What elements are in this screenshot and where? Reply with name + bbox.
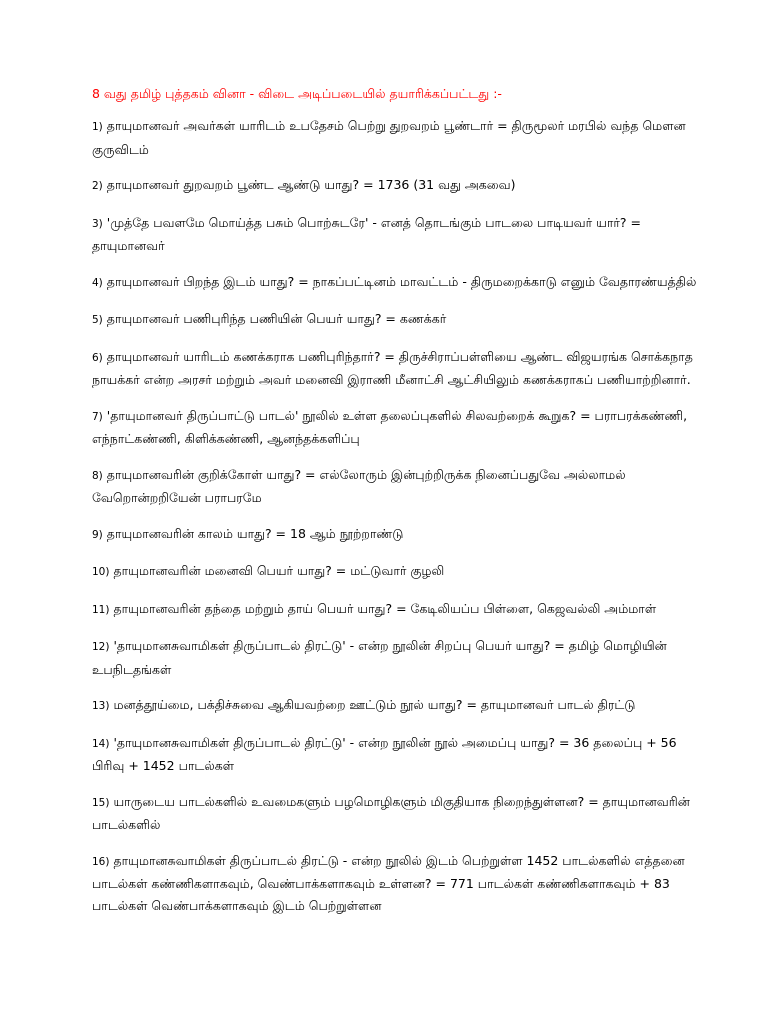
question-number: 8) <box>92 469 103 482</box>
question-number: 14) <box>92 737 110 750</box>
question-text: தாயுமானவர் பிறந்த இடம் யாது? = நாகப்பட்டினம் மாவட்டம் - திருமறைக்காடு எனும் வேதாரண்யத்தில் <box>106 273 697 289</box>
question-item-15 <box>92 791 698 836</box>
question-text: 'முத்தே பவளமே மொய்த்த பசும் பொற்சுடரே' - எனத் தொடங்கும் பாடலை பாடியவர் யார்? = தாயுமானவர் <box>92 214 641 253</box>
question-text: தாயுமானவர் அவர்கள் யாரிடம் உபதேசம் பெற்று துறவறம் பூண்டார் = திருமூலர் மரபில் வந்த மௌன குருவிடம் <box>92 118 686 157</box>
question-item-1 <box>92 115 698 160</box>
question-number: 5) <box>92 314 103 326</box>
question-number: 12) <box>92 641 110 653</box>
question-text: 'தாயுமானசுவாமிகள் திருப்பாடல் திரட்டு' - என்ற நூலின் நூல் அமைப்பு யாது? = 36 தலைப்பு + 56 பிரிவு + 1452 பாடல்கள் <box>92 734 677 773</box>
question-number: 11) <box>92 603 110 616</box>
question-number: 4) <box>92 276 103 289</box>
question-item-14 <box>92 732 698 777</box>
question-number: 10) <box>92 566 110 578</box>
question-text: தாயுமானவரின் காலம் யாது? = 18 ஆம் நூற்றாண்டு <box>106 525 404 541</box>
question-text: மனத்தூய்மை, பக்திச்சுவை ஆகியவற்றை ஊட்டும் நூல் யாது? = தாயுமானவர் பாடல் திரட்டு <box>113 697 636 712</box>
question-number: 3) <box>92 217 103 230</box>
question-text: தாயுமானவர் துறவறம் பூண்ட ஆண்டு யாது? = 1736 (31 வது அகவை) <box>106 177 516 192</box>
document-heading: 8 வது தமிழ் புத்தகம் வினா - விடை அடிப்படையில் தயாரிக்கப்பட்டது :- <box>92 86 502 101</box>
question-text: தாயுமானவரின் தந்தை மற்றும் தாய் பெயர் யாது? = கேடிலியப்ப பிள்ளை, கெஜவல்லி அம்மாள் <box>113 600 657 616</box>
question-number: 1) <box>92 121 103 133</box>
question-text: தாயுமானவர் யாரிடம் கணக்கராக பணிபுரிந்தார்? = திருச்சிராப்பள்ளியை ஆண்ட விஜயரங்க சொக்கநாத நாயக்கர் என்ற அரசர் மற்றும் அவர் மனைவி இராணி மீனாட்சி ஆட்சியிலும் கணக்கராகப் பணியாற்றினார். <box>92 348 693 387</box>
question-number: 7) <box>92 410 103 423</box>
question-number: 2) <box>92 180 103 192</box>
question-text: தாயுமானசுவாமிகள் திருப்பாடல் திரட்டு - என்ற நூலில் இடம் பெற்றுள்ள 1452 பாடல்களில் எத்தனை பாடல்கள் கண்ணிகளாகவும், வெண்பாக்களாகவும் உள்ளன? = 771 பாடல்கள் கண்ணிகளாகவும் + 83 பாடல்கள் வெண்பாக்களாகவும் இடம் பெற்றுள்ளன <box>92 852 685 913</box>
question-text: 'தாயுமானசுவாமிகள் திருப்பாடல் திரட்டு' - என்ற நூலின் சிறப்பு பெயர் யாது? = தமிழ் மொழியின் உபநிடதங்கள் <box>92 638 667 677</box>
question-number: 6) <box>92 351 103 364</box>
question-text: தாயுமானவரின் குறிக்கோள் யாது? = எல்லோரும் இன்புற்றிருக்க நினைப்பதுவே அல்லாமல் வேறொன்றறியேன் பராபரமே <box>92 466 626 505</box>
question-item-16 <box>92 850 698 917</box>
question-number: 13) <box>92 700 110 712</box>
question-item-5 <box>92 308 698 332</box>
question-number: 15) <box>92 796 110 809</box>
question-item-10 <box>92 560 698 584</box>
question-item-9 <box>92 523 698 547</box>
question-text: 'தாயுமானவர் திருப்பாட்டு பாடல்' நூலில் உள்ள தலைப்புகளில் சிலவற்றைக் கூறுக? = பராபரக்கண்ணி, எந்நாட்கண்ணி, கிளிக்கண்ணி, ஆனந்தக்களிப்பு <box>92 407 688 446</box>
question-item-7 <box>92 405 698 450</box>
question-item-13 <box>92 694 698 718</box>
question-number: 9) <box>92 528 103 541</box>
question-item-12 <box>92 635 698 680</box>
question-item-11 <box>92 598 698 622</box>
question-item-4 <box>92 271 698 295</box>
question-item-2 <box>92 174 698 198</box>
question-item-3 <box>92 212 698 257</box>
question-text: தாயுமானவரின் மனைவி பெயர் யாது? = மட்டுவார் குழலி <box>113 563 445 578</box>
question-text: யாருடைய பாடல்களில் உவமைகளும் பழமொழிகளும் மிகுதியாக நிறைந்துள்ளன? = தாயுமானவரின் பாடல்களில் <box>92 793 690 832</box>
question-item-8 <box>92 464 698 509</box>
question-text: தாயுமானவர் பணிபுரிந்த பணியின் பெயர் யாது? = கணக்கர் <box>106 311 447 326</box>
question-item-6 <box>92 346 698 391</box>
question-number: 16) <box>92 855 110 868</box>
